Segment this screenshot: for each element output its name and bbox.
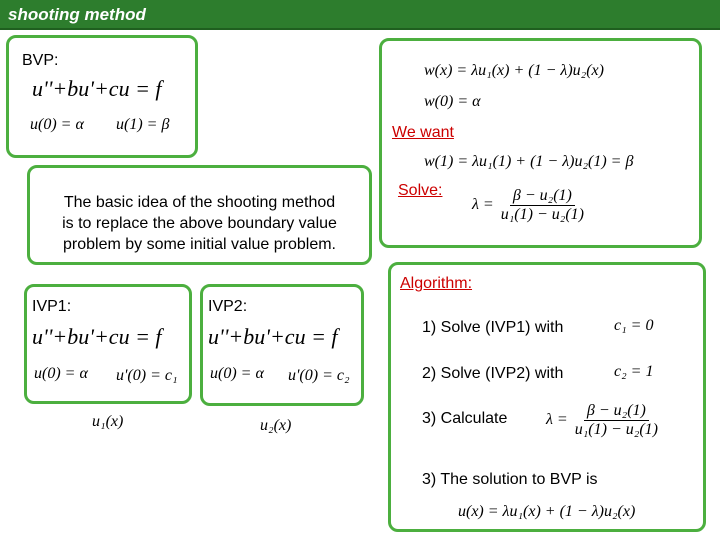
bvp-label: BVP: <box>22 52 59 69</box>
algorithm-lambda-denominator: u₁(1) − u₂(1) <box>574 421 658 438</box>
ivp1-ic-left: u(0) = α <box>34 365 88 382</box>
algorithm-box <box>388 262 706 532</box>
solve-label: Solve: <box>398 182 443 199</box>
w-boundary-condition: w(1) = λu₁(1) + (1 − λ)u₂(1) = β <box>424 153 634 170</box>
bvp-equation: u''+bu'+cu = f <box>32 76 162 101</box>
algorithm-step-2-math: c₂ = 1 <box>614 363 654 380</box>
ivp1-equation: u''+bu'+cu = f <box>32 324 162 349</box>
idea-line-2: is to replace the above boundary value <box>62 215 337 232</box>
algorithm-lambda-lhs: λ = <box>546 411 568 429</box>
algorithm-step-3: 3) Calculate <box>422 410 508 427</box>
ivp2-ic-right: u'(0) = c₂ <box>288 367 350 384</box>
algorithm-step-1-math: c₁ = 0 <box>614 317 654 334</box>
ivp2-equation: u''+bu'+cu = f <box>208 324 338 349</box>
bvp-bc-left: u(0) = α <box>30 116 84 133</box>
we-want-label: We want <box>392 124 454 141</box>
ivp1-label: IVP1: <box>32 298 72 315</box>
algorithm-solution: u(x) = λu₁(x) + (1 − λ)u₂(x) <box>458 503 636 520</box>
algorithm-heading: Algorithm: <box>400 275 473 292</box>
ivp2-ic-left: u(0) = α <box>210 365 264 382</box>
ivp1-ic-right: u'(0) = c₁ <box>116 367 178 384</box>
algorithm-step-1: 1) Solve (IVP1) with <box>422 319 564 336</box>
idea-line-3: problem by some initial value problem. <box>62 236 336 253</box>
idea-line-1: The basic idea of the shooting method <box>63 194 336 211</box>
algorithm-step-4: 3) The solution to BVP is <box>422 471 598 488</box>
w-definition: w(x) = λu₁(x) + (1 − λ)u₂(x) <box>424 62 604 79</box>
w-initial-condition: w(0) = α <box>424 93 481 110</box>
lambda-fraction <box>498 187 587 224</box>
algorithm-step-3-formula <box>546 402 661 439</box>
page-title: shooting method <box>8 5 146 24</box>
algorithm-lambda-fraction <box>572 402 661 439</box>
idea-text <box>27 192 372 255</box>
algorithm-lambda-numerator: β − u₂(1) <box>584 402 649 421</box>
algorithm-step-2: 2) Solve (IVP2) with <box>422 365 564 382</box>
lambda-formula <box>472 187 587 224</box>
ivp2-label: IVP2: <box>208 298 248 315</box>
ivp1-solution: u₁(x) <box>92 413 124 430</box>
lambda-denominator: u₁(1) − u₂(1) <box>500 206 584 223</box>
lambda-numerator: β − u₂(1) <box>510 187 575 206</box>
title-bar <box>0 0 720 30</box>
ivp2-solution: u₂(x) <box>260 417 292 434</box>
lambda-lhs: λ = <box>472 196 494 214</box>
bvp-bc-right: u(1) = β <box>116 116 170 133</box>
